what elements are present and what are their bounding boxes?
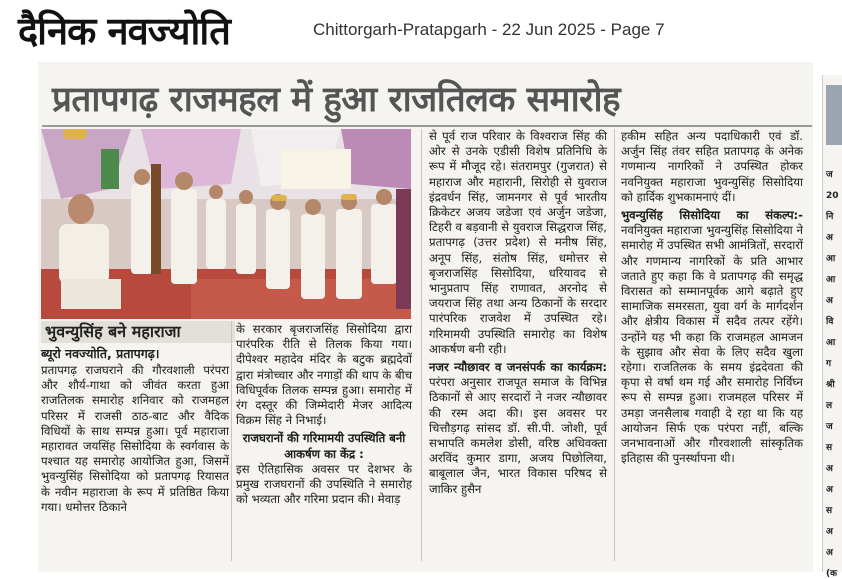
column-2-text: के सरकार बृजराजसिंह सिसोदिया द्वारा पारंपरिक रीति से तिलक किया गया। दीपेश्वर महादेव मंदिर के बटुक ब्रह्मदेवों द्वारा मंत्रोच्चार और नगाड़ों की थाप के बीच विधिपूर्वक तिलक सम्पन्न हुआ। समारोह में रंग दस्तूर की जिम्मेदारी मेजर आदित्य विक्रम सिंह ने निभाई। <box>236 322 412 428</box>
adjacent-text-fragment: श्री <box>826 380 835 390</box>
column-4-text: हकीम सहित अन्य पदाधिकारी एवं डॉ. अर्जुन सिंह तंवर सहित प्रतापगढ़ के अनेक गणमान्य नागरिकों ने उपस्थित होकर नवनियुक्त महाराजा भुवन्युसिंह सिसोदिया को हार्दिक शुभकामनाएं दीं। <box>621 129 803 204</box>
column-divider <box>614 129 615 561</box>
article-headline: प्रतापगढ़ राजमहल में हुआ राजतिलक समारोह <box>52 80 621 120</box>
article-column-4 <box>621 129 803 561</box>
adjacent-text-fragment: ज <box>826 422 833 432</box>
adjacent-text-fragment: ज <box>826 170 833 180</box>
adjacent-text-fragment: अ <box>826 464 833 474</box>
adjacent-article-strip <box>822 75 842 579</box>
adjacent-text-fragment: अ <box>826 233 833 243</box>
column-2-section-text: इस ऐतिहासिक अवसर पर देशभर के प्रमुख राजघरानों की उपस्थिति ने समारोह को भव्यता और गरिमा प्रदान की। मेवाड़ <box>236 461 412 507</box>
adjacent-text-fragment: अ <box>826 527 833 537</box>
adjacent-text-fragment: स <box>826 506 833 516</box>
article-subheadline: भुवन्युसिंह बने महाराजा <box>41 321 235 343</box>
adjacent-photo <box>826 85 842 145</box>
newspaper-masthead: दैनिक नवज्योति <box>18 9 230 53</box>
headline-rule <box>42 125 812 127</box>
column-4-section-text: नवनियुक्त महाराजा भुवन्युसिंह सिसोदिया ने समारोह में उपस्थित सभी आमंत्रितों, सरदारों और गणमान्य नागरिकों के प्रति आभार जताते हुए कहा कि वे प्रतापगढ़ की समृद्ध विरासत को सम्मानपूर्वक आगे बढ़ाते हुए सामाजिक समरसता, युवा वर्ग के मार्गदर्शन और क्षेत्रीय विकास में सदैव तत्पर रहेंगे। उन्होंने यह भी कहा कि राजमहल आमजन के सुझाव और सेवा के लिए सदैव खुला रहेगा। राजतिलक के समय इंद्रदेवता की कृपा से वर्षा थम गई और समारोह निर्विघ्न रूप से सम्पन्न हुआ। राजमहल परिसर में उमड़ा जनसैलाब गवाही दे रहा था कि यह आयोजन सिर्फ एक परंपरा नहीं, बल्कि जनभावनाओं और गौरवशाली सांस्कृतिक इतिहास की पुनर्स्थापना थी। <box>621 223 803 466</box>
adjacent-text-fragment: वि <box>826 317 834 327</box>
column-2-section-heading: राजघरानों की गरिमामयी उपस्थिति बनी आकर्षण का केंद्र : <box>242 431 406 461</box>
adjacent-text-fragment: स <box>826 443 833 453</box>
adjacent-text-fragment: (क <box>826 569 838 579</box>
adjacent-text-fragment: ग <box>826 359 832 369</box>
adjacent-text-fragment: आ <box>826 254 836 264</box>
adjacent-text-fragment: आ <box>826 338 836 348</box>
adjacent-text-fragment: ल <box>826 401 833 411</box>
article-column-2 <box>236 322 412 561</box>
article-column-3 <box>429 129 607 561</box>
adjacent-text-fragment: अ <box>826 296 833 306</box>
adjacent-text-fragment: आ <box>826 275 836 285</box>
article-byline: ब्यूरो नवज्योति, प्रतापगढ़। <box>41 346 160 361</box>
edition-label: Chittorgarh-Pratapgarh - 22 Jun 2025 - Page 7 <box>313 20 665 39</box>
column-4-section-heading: भुवन्युसिंह सिसोदिया का संकल्प:- <box>621 208 803 223</box>
next-headline-fragment <box>232 561 792 572</box>
adjacent-text-fragment: नि <box>826 212 834 222</box>
column-1-text: प्रतापगढ़ राजघराने की गौरवशाली परंपरा और शौर्य-गाथा को जीवंत करता हुआ राजतिलक समारोह शनिवार को राजमहल परिसर में राजसी ठाठ-बाट और वैदिक विधियों के साथ सम्पन्न हुआ। पूर्व महाराजा महारावत जयसिंह सिसोदिया के स्वर्गवास के पश्चात यह समारोह आयोजित हुआ, जिसमें भुवन्युसिंह सिसोदिया को प्रतापगढ़ रियासत के नवीन महाराजा के रूप में प्रतिष्ठित किया गया। धमोत्तर ठिकाने <box>41 363 229 514</box>
adjacent-text-fragment: अ <box>826 548 833 558</box>
column-divider <box>421 129 422 561</box>
viewer-header <box>0 0 841 62</box>
ceremony-photo <box>41 129 411 319</box>
column-divider <box>231 321 232 561</box>
article-column-1 <box>41 363 229 561</box>
column-3-section-text: परंपरा अनुसार राजपूत समाज के विभिन्न ठिकानों से आए सरदारों ने नजर न्यौछावर की रस्म अदा की। इस अवसर पर चित्तौड़गढ़ सांसद डॉ. सी.पी. जोशी, पूर्व सभापति कमलेश डोसी, वरिष्ठ अधिवक्ता अरविंद कुमार डागा, अजय पिछोलिया, बाबूलाल जैन, भारत विकास परिषद से जाकिर हुसैन <box>429 375 607 496</box>
adjacent-text-fragment: अ <box>826 485 833 495</box>
adjacent-text-fragment: 20 <box>826 191 839 201</box>
column-3-section-heading: नजर न्यौछावर व जनसंपर्क का कार्यक्रम: <box>429 360 607 375</box>
column-3-text: से पूर्व राज परिवार के विश्वराज सिंह की ओर से उनके एडीसी विशेष प्रतिनिधि के रूप में मौजूद रहे। संतरामपुर (गुजरात) से महाराज और महारानी, सिरोही से युवराज इंद्रवर्धन सिंह, जामनगर से पूर्व भारतीय क्रिकेटर अजय जडेजा एवं अर्जुन जडेजा, टिहरी व बड़वानी से युवराज सिद्धराज सिंह, प्रतापगढ़ (उत्तर प्रदेश) से मनीष सिंह, अनूप सिंह, संतोष सिंह, धमोत्तर से बृजराजसिंह सिसोदिया, धरियावद से भानुप्रताप सिंह राणावत, अरनोद से जयराज सिंह तथा अन्य ठिकानों के सरदार पारंपरिक राजवेश में उपस्थित रहे। गरिमामयी उपस्थिति समारोह का विशेष आकर्षण बनी रही। <box>429 129 607 356</box>
